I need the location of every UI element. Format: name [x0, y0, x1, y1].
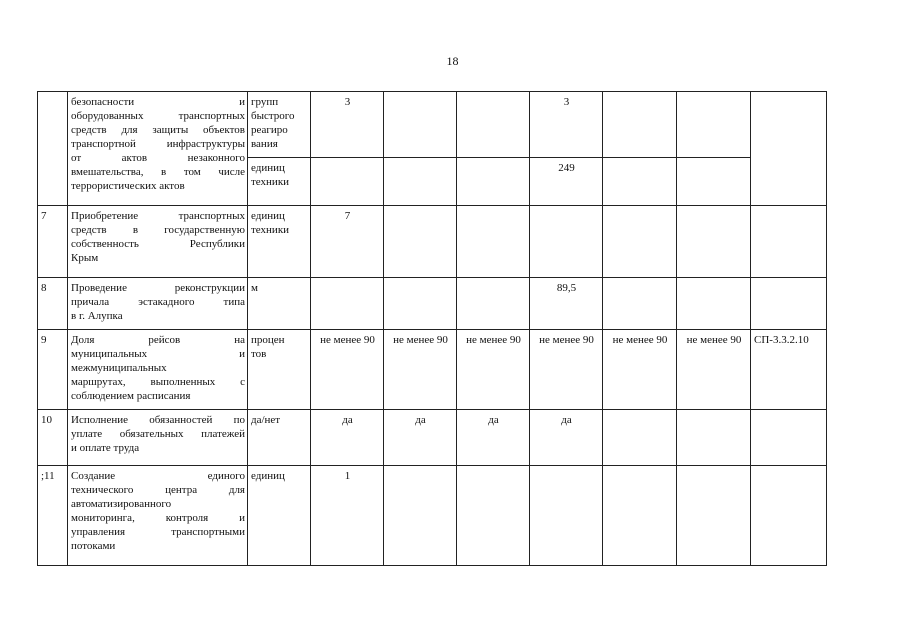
desc-line: причала эстакадного типа — [71, 296, 245, 308]
desc-line: уплате обязательных платежей — [71, 428, 245, 440]
note-cell — [751, 278, 827, 330]
unit-cell — [248, 330, 311, 410]
unit-cell — [248, 158, 311, 206]
desc-line: безопасности и — [71, 96, 245, 108]
note-cell — [751, 92, 827, 206]
desc-line: террористических актов — [71, 180, 185, 192]
desc-line: и оплате труда — [71, 442, 140, 454]
value-cell — [457, 466, 530, 566]
row-number-cell: 7 — [38, 206, 68, 278]
value-cell — [457, 278, 530, 330]
unit-line: техники — [251, 224, 290, 236]
value-cell — [384, 92, 457, 158]
unit-line: тов — [251, 348, 267, 360]
row-number-cell: 10 — [38, 410, 68, 466]
table-row — [38, 92, 827, 158]
unit-line: м — [251, 282, 258, 294]
value-cell: не менее 90 — [530, 330, 603, 410]
desc-line: управления транспортными — [71, 526, 245, 538]
value-cell: 1 — [311, 466, 384, 566]
desc-cell — [68, 92, 248, 206]
unit-line: техники — [251, 176, 290, 188]
value-cell: 3 — [530, 92, 603, 158]
unit-cell — [248, 278, 311, 330]
unit-line: процен — [251, 334, 285, 346]
desc-line: от актов незаконного — [71, 152, 245, 164]
value-cell — [457, 206, 530, 278]
row-number-cell: ;11 — [38, 466, 68, 566]
value-cell — [384, 466, 457, 566]
desc-cell — [68, 206, 248, 278]
unit-cell — [248, 466, 311, 566]
value-cell — [603, 278, 677, 330]
value-cell: да — [457, 410, 530, 466]
desc-line: вмешательства, в том числе — [71, 166, 245, 178]
note-cell: СП-3.3.2.10 — [751, 330, 827, 410]
desc-line: Приобретение транспортных — [71, 210, 245, 222]
value-cell — [457, 158, 530, 206]
desc-line: межмуниципальных — [71, 362, 167, 374]
value-cell — [677, 158, 751, 206]
desc-line: муниципальных и — [71, 348, 245, 360]
value-cell — [311, 158, 384, 206]
value-cell — [384, 158, 457, 206]
value-cell: 89,5 — [530, 278, 603, 330]
desc-line: в г. Алупка — [71, 310, 123, 322]
desc-line: потоками — [71, 540, 116, 552]
desc-cell — [68, 330, 248, 410]
unit-line: групп — [251, 96, 279, 108]
desc-line: Создание единого — [71, 470, 245, 482]
note-cell — [751, 466, 827, 566]
value-cell — [677, 466, 751, 566]
value-cell: да — [530, 410, 603, 466]
value-cell: да — [311, 410, 384, 466]
value-cell: 3 — [311, 92, 384, 158]
value-cell — [677, 92, 751, 158]
desc-line: собственность Республики — [71, 238, 245, 250]
value-cell — [384, 206, 457, 278]
row-number-cell: 8 — [38, 278, 68, 330]
value-cell — [677, 410, 751, 466]
value-cell — [311, 278, 384, 330]
row-number-cell — [38, 92, 68, 206]
value-cell: не менее 90 — [384, 330, 457, 410]
desc-line: Проведение реконструкции — [71, 282, 245, 294]
value-cell: не менее 90 — [677, 330, 751, 410]
value-cell — [457, 92, 530, 158]
desc-line: мониторинга, контроля и — [71, 512, 245, 524]
note-cell — [751, 410, 827, 466]
table-row — [38, 466, 827, 566]
desc-line: маршрутах, выполненных с — [71, 376, 245, 388]
value-cell — [603, 206, 677, 278]
desc-line: соблюдением расписания — [71, 390, 191, 402]
value-cell — [384, 278, 457, 330]
desc-line: транспортной инфраструктуры — [71, 138, 245, 150]
table-row — [38, 330, 827, 410]
value-cell — [530, 466, 603, 566]
desc-line: автоматизированного — [71, 498, 172, 510]
desc-line: оборудованных транспортных — [71, 110, 245, 122]
table-row — [38, 278, 827, 330]
unit-line: единиц — [251, 470, 285, 482]
value-cell — [677, 278, 751, 330]
unit-cell — [248, 92, 311, 158]
note-cell — [751, 206, 827, 278]
unit-line: реагиро — [251, 124, 288, 136]
value-cell: да — [384, 410, 457, 466]
value-cell: 249 — [530, 158, 603, 206]
table-row — [38, 206, 827, 278]
desc-cell — [68, 410, 248, 466]
table-body — [38, 92, 827, 566]
unit-line: быстрого — [251, 110, 295, 122]
unit-line: да/нет — [251, 414, 281, 426]
desc-line: Исполнение обязанностей по — [71, 414, 245, 426]
indicators-table — [37, 91, 827, 566]
desc-cell — [68, 466, 248, 566]
unit-line: вания — [251, 138, 278, 150]
value-cell: не менее 90 — [311, 330, 384, 410]
unit-cell — [248, 206, 311, 278]
table-row — [38, 410, 827, 466]
row-number-cell: 9 — [38, 330, 68, 410]
value-cell — [603, 466, 677, 566]
desc-line: Крым — [71, 252, 99, 264]
desc-cell — [68, 278, 248, 330]
value-cell — [603, 410, 677, 466]
value-cell: 7 — [311, 206, 384, 278]
value-cell — [603, 92, 677, 158]
value-cell — [603, 158, 677, 206]
desc-line: Доля рейсов на — [71, 334, 245, 346]
unit-line: единиц — [251, 162, 285, 174]
value-cell: не менее 90 — [603, 330, 677, 410]
desc-line: технического центра для — [71, 484, 245, 496]
unit-cell — [248, 410, 311, 466]
value-cell: не менее 90 — [457, 330, 530, 410]
value-cell — [530, 206, 603, 278]
desc-line: средств в государственную — [71, 224, 245, 236]
page-number: 18 — [446, 54, 459, 68]
unit-line: единиц — [251, 210, 285, 222]
desc-line: средств для защиты объектов — [71, 124, 245, 136]
value-cell — [677, 206, 751, 278]
